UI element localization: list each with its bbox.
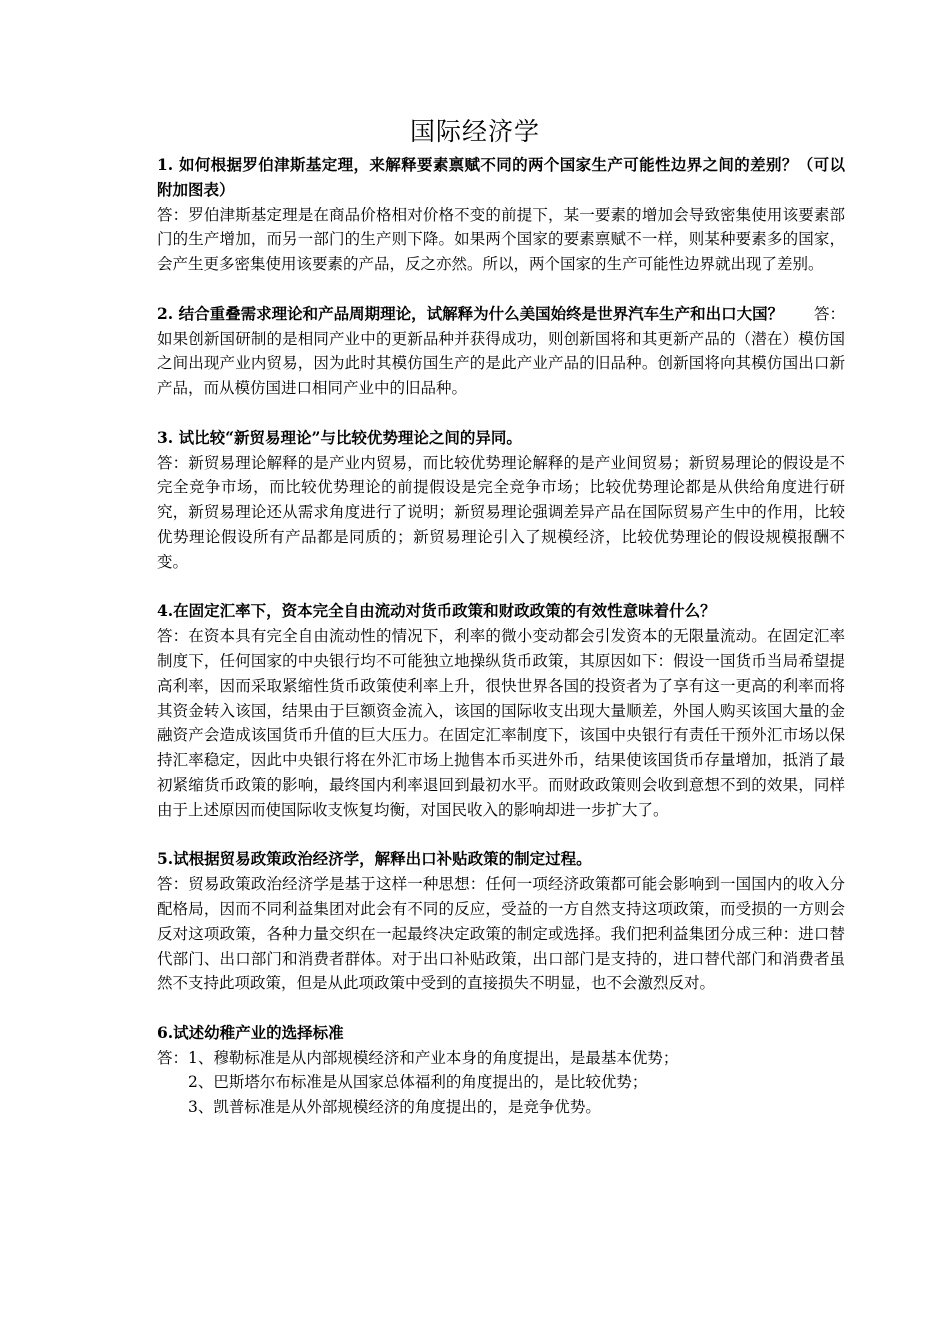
spacer: [157, 996, 845, 1021]
question-5: 5.试根据贸易政策政治经济学，解释出口补贴政策的制定过程。: [157, 849, 592, 869]
question-6: 6.试述幼稚产业的选择标准: [157, 1022, 344, 1042]
question-block-3: [157, 426, 845, 575]
answer-3: 答：新贸易理论解释的是产业内贸易，而比较优势理论解释的是产业间贸易；新贸易理论的假设是不完全竞争市场，而比较优势理论的前提假设是完全竞争市场；比较优势理论都是从供给角度进行研究，新贸易理论还从需求角度进行了说明；新贸易理论强调差异产品在国际贸易产生中的作用，比较优势理论假设所有产品都是同质的；新贸易理论引入了规模经济，比较优势理论的假设规模报酬不变。: [157, 453, 845, 571]
document-body: [157, 153, 845, 1120]
answer-4: 答：在资本具有完全自由流动性的情况下，利率的微小变动都会引发资本的无限量流动。在固定汇率制度下，任何国家的中央银行均不可能独立地操纵货币政策，其原因如下：假设一国货币当局希望提高利率，因而采取紧缩性货币政策使利率上升，很快世界各国的投资者为了享有这一更高的利率而将其资金转入该国，结果由于巨额资金流入，该国的国际收支出现大量顺差，外国人购买该国大量的金融资产会造成该国货币升值的巨大压力。在固定汇率制度下，该国中央银行有责任干预外汇市场以保持汇率稳定，因此中央银行将在外汇市场上抛售本币买进外币，结果使该国货币存量增加，抵消了最初紧缩货币政策的影响，最终国内利率退回到最初水平。而财政政策则会收到意想不到的效果，同样由于上述原因而使国际收支恢复均衡，对国民收入的影响却进一步扩大了。: [157, 627, 845, 819]
answer-5: 答：贸易政策政治经济学是基于这样一种思想：任何一项经济政策都可能会影响到一国国内的收入分配格局，因而不同利益集团对此会有不同的反应，受益的一方自然支持这项政策，而受损的一方则会反对这项政策，各种力量交织在一起最终决定政策的制定或选择。我们把利益集团分成三种：进口替代部门、出口部门和消费者群体。对于出口补贴政策，出口部门是支持的，进口替代部门和消费者虽然不支持此项政策，但是从此项政策中受到的直接损失不明显，也不会激烈反对。: [157, 875, 845, 993]
spacer: [157, 823, 845, 848]
spacer: [157, 575, 845, 600]
answer-2: 如果创新国研制的是相同产业中的更新品种并获得成功，则创新国将和其更新产品的（潜在）模仿国之间出现产业内贸易，因为此时其模仿国生产的是此产业产品的旧品种。创新国将向其模仿国出口新产品，而从模仿国进口相同产业中的旧品种。: [157, 329, 845, 398]
question-block-6: [157, 1021, 845, 1120]
question-2-line: [157, 302, 845, 327]
question-block-4: [157, 599, 845, 822]
question-block-1: [157, 153, 845, 277]
answer-6-line-2: 2、巴斯塔尔布标准是从国家总体福利的角度提出的，是比较优势；: [188, 1073, 648, 1092]
answer-6-line-3: 3、凯普标准是从外部规模经济的角度提出的，是竞争优势。: [188, 1098, 601, 1117]
answer-1: 答：罗伯津斯基定理是在商品价格相对价格不变的前提下，某一要素的增加会导致密集使用该要素部门的生产增加，而另一部门的生产则下降。如果两个国家的要素禀赋不一样，则某种要素多的国家，会产生更多密集使用该要素的产品，反之亦然。所以，两个国家的生产可能性边界就出现了差别。: [157, 205, 845, 274]
document-title: 国际经济学: [409, 117, 540, 146]
question-2: 2. 结合重叠需求理论和产品周期理论，试解释为什么美国始终是世界汽车生产和出口大国？: [157, 303, 784, 323]
question-3: 3. 试比较“新贸易理论”与比较优势理论之间的异同。: [157, 427, 522, 447]
question-1: 1. 如何根据罗伯津斯基定理，来解释要素禀赋不同的两个国家生产可能性边界之间的差别？（可以附加图表）: [157, 155, 845, 199]
question-block-2: [157, 302, 845, 401]
answer-2-prefix: 答：: [813, 304, 845, 323]
question-4: 4.在固定汇率下，资本完全自由流动对货币政策和财政政策的有效性意味着什么？: [157, 601, 716, 621]
answer-6-line-1: 答：1、穆勒标准是从内部规模经济和产业本身的角度提出，是最基本优势；: [157, 1048, 679, 1067]
question-block-5: [157, 847, 845, 996]
spacer: [157, 401, 845, 426]
spacer: [157, 277, 845, 302]
